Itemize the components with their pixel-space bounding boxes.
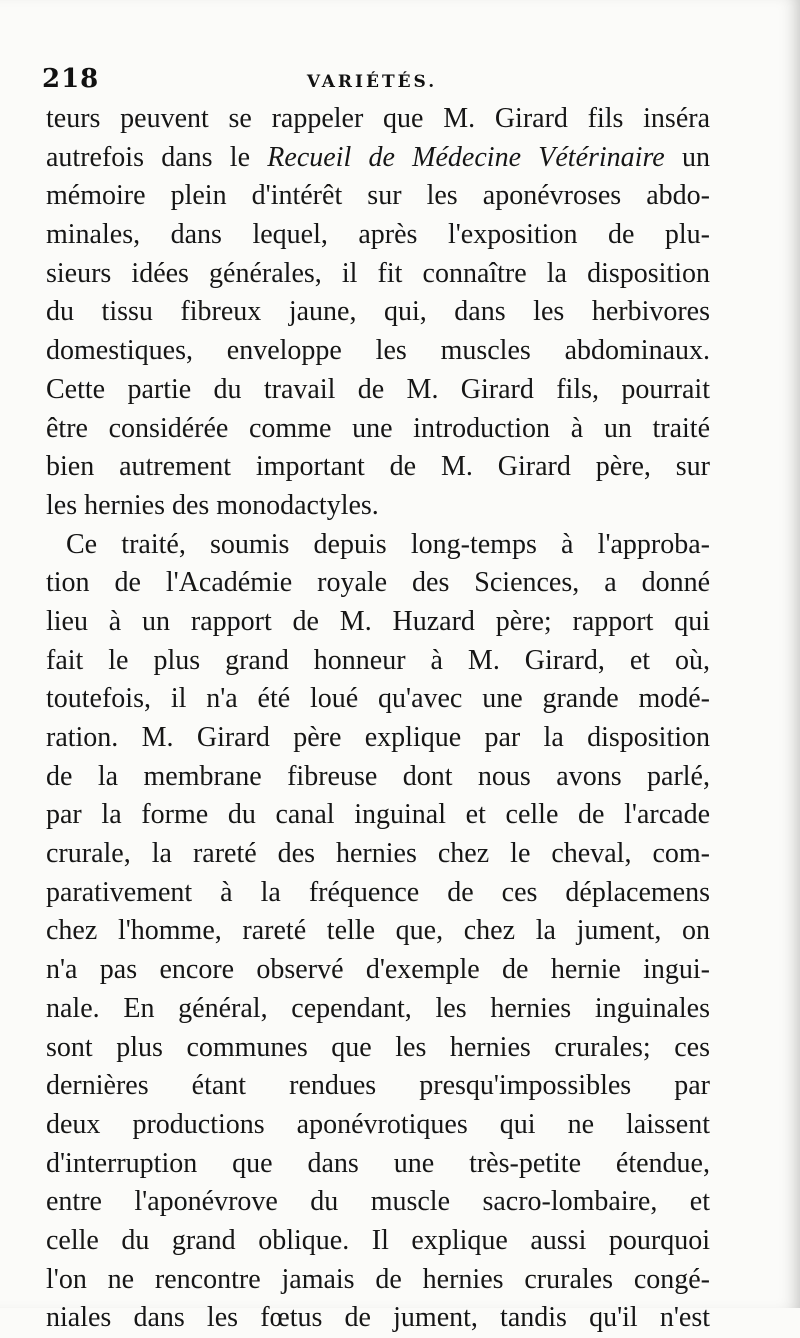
text-line: être considérée comme une introduction à un traité [46, 412, 710, 444]
text-line: tion de l'Académie royale des Sciences, a donné [46, 567, 710, 599]
text-line: nale. En général, cependant, les hernies inguinales [46, 992, 710, 1024]
text-line: de la membrane fibreuse dont nous avons parlé, [46, 760, 710, 792]
page-number: 218 [42, 64, 100, 94]
text-line: parativement à la fréquence de ces déplacemens [46, 876, 710, 908]
text-line: du tissu fibreux jaune, qui, dans les herbivores [46, 296, 710, 328]
text-line: domestiques, enveloppe les muscles abdominaux. [46, 335, 710, 367]
text-line: dernières étant rendues presqu'impossibles par [46, 1070, 710, 1102]
text-line: entre l'aponévrove du muscle sacro-lombaire, et [46, 1186, 710, 1218]
text-line: celle du grand oblique. Il explique aussi pourquoi [46, 1224, 710, 1256]
text-line: Ce traité, soumis depuis long-temps à l'approba- [66, 528, 710, 560]
text-line [46, 139, 710, 178]
text-line: n'a pas encore observé d'exemple de hernie ingui- [46, 954, 710, 986]
text-line: toutefois, il n'a été loué qu'avec une grande modé- [46, 683, 710, 715]
text-line: par la forme du canal inguinal et celle de l'arcade [46, 799, 710, 831]
text-line: sont plus communes que les hernies crurales; ces [46, 1031, 710, 1063]
running-head: VARIÉTÉS. [306, 72, 438, 92]
text-line: d'interruption que dans une très-petite étendue, [46, 1147, 710, 1179]
text-line: crurale, la rareté des hernies chez le cheval, com- [46, 838, 710, 870]
text-line: teurs peuvent se rappeler que M. Girard fils inséra [46, 103, 710, 134]
text-line: niales dans les fœtus de jument, tandis qu'il n'est [46, 1302, 710, 1334]
text-line: chez l'homme, rareté telle que, chez la jument, on [46, 915, 710, 947]
text-line: bien autrement important de M. Girard père, sur [46, 451, 710, 483]
text-line: ration. M. Girard père explique par la disposition [46, 722, 710, 753]
text-line: sieurs idées générales, il fit connaître la disposition [46, 257, 710, 289]
text-line: fait le plus grand honneur à M. Girard, et où, [46, 644, 710, 676]
text-line: minales, dans lequel, après l'exposition de plu- [46, 219, 710, 251]
text-line: les hernies des monodactyles. [46, 489, 379, 521]
text-segment: un [664, 141, 710, 173]
text-line: l'on ne rencontre jamais de hernies crurales congé- [46, 1263, 710, 1295]
text-line: lieu à un rapport de M. Huzard père; rapport qui [46, 605, 710, 637]
page-header [42, 60, 702, 96]
text-line: mémoire plein d'intérêt sur les aponévroses abdo- [46, 180, 710, 212]
body-text [46, 100, 710, 1338]
text-segment: autrefois dans le [46, 141, 268, 173]
journal-title: Recueil de Médecine Vétérinaire [267, 141, 665, 173]
text-line: deux productions aponévrotiques qui ne laissent [46, 1108, 710, 1140]
text-line: Cette partie du travail de M. Girard fils, pourrait [46, 373, 710, 405]
